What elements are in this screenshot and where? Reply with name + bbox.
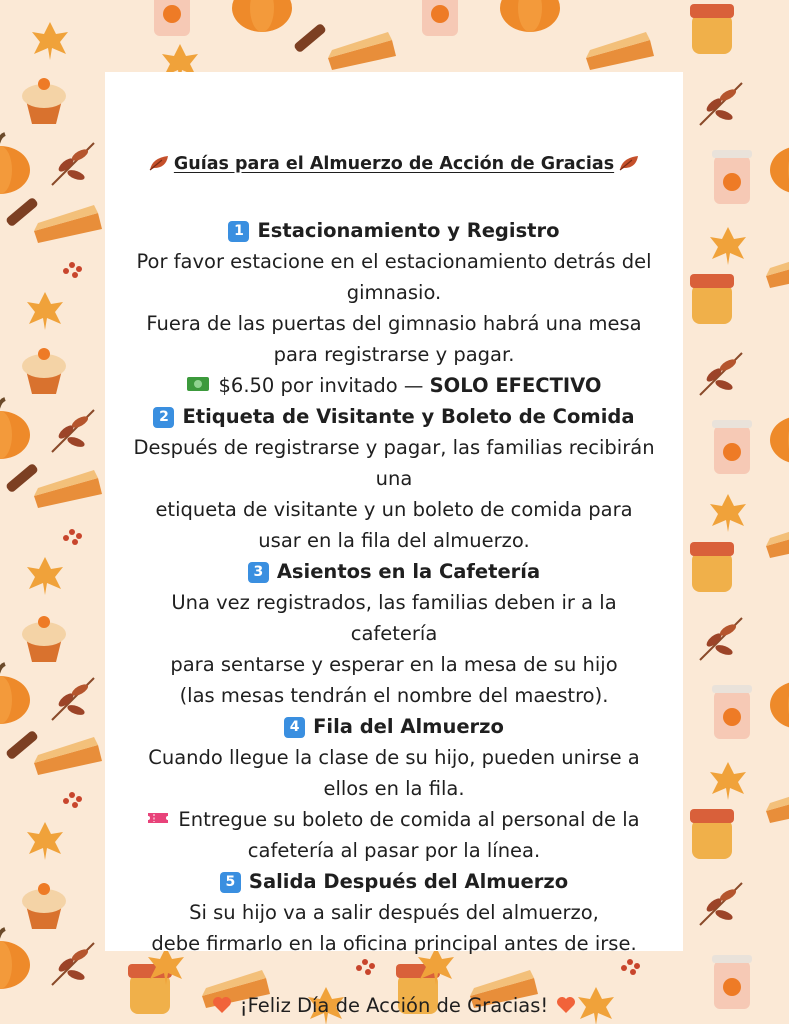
section-text: para sentarse y esperar en la mesa de su hijo: [170, 653, 618, 676]
section-text: para registrarse y pagar.: [273, 343, 515, 366]
section-text: (las mesas tendrán el nombre del maestro).: [179, 684, 609, 707]
section-text: ellos en la fila.: [323, 777, 465, 800]
autumn-leaf-icon: [618, 154, 640, 172]
guide-body: [105, 215, 683, 1021]
heart-icon: [212, 996, 232, 1014]
section-heading: 2 Etiqueta de Visitante y Boleto de Comida: [105, 401, 683, 432]
autumn-leaf-icon: [148, 154, 170, 172]
page-title: [105, 152, 683, 176]
number-badge-icon: 4: [284, 717, 305, 738]
pattern-left-column: [0, 78, 102, 989]
section-text: Fuera de las puertas del gimnasio habrá una mesa: [146, 312, 642, 335]
number-badge-icon: 3: [248, 562, 269, 583]
heart-icon: [556, 996, 576, 1014]
guide-panel: [105, 72, 683, 1017]
section-text: una: [375, 467, 413, 490]
section-heading: 1 Estacionamiento y Registro: [105, 215, 683, 246]
section-text: usar en la fila del almuerzo.: [258, 529, 530, 552]
section-text: Por favor estacione en el estacionamiento detrás del: [136, 250, 652, 273]
section-heading: 4 Fila del Almuerzo: [105, 711, 683, 742]
title-text: Guías para el Almuerzo de Acción de Gracias: [173, 154, 615, 174]
section-text: Cuando llegue la clase de su hijo, pueden unirse a: [148, 746, 640, 769]
number-badge-icon: 1: [228, 221, 249, 242]
ticket-icon: [148, 811, 168, 825]
section-text: Si su hijo va a salir después del almuerzo,: [189, 901, 599, 924]
number-badge-icon: 2: [153, 407, 174, 428]
section-heading: 3 Asientos en la Cafetería: [105, 556, 683, 587]
section-text: Después de registrarse y pagar, las familias recibirán: [133, 436, 655, 459]
section-heading: 5 Salida Después del Almuerzo: [105, 866, 683, 897]
ticket-line: Entregue su boleto de comida al personal de la: [105, 804, 683, 835]
pattern-right-column: [690, 4, 789, 1009]
section-text: etiqueta de visitante y un boleto de comida para: [155, 498, 633, 521]
section-text: gimnasio.: [346, 281, 442, 304]
section-text: cafetería al pasar por la línea.: [247, 839, 541, 862]
pattern-top-row: [32, 0, 654, 82]
section-text: debe firmarlo en la oficina principal antes de irse.: [151, 932, 637, 955]
number-badge-icon: 5: [220, 872, 241, 893]
section-text: cafetería: [350, 622, 438, 645]
money-icon: [187, 377, 209, 391]
section-text: Una vez registrados, las familias deben ir a la: [171, 591, 617, 614]
price-line: $6.50 por invitado — SOLO EFECTIVO: [105, 370, 683, 401]
closing-message: ¡Feliz Día de Acción de Gracias!: [105, 990, 683, 1021]
